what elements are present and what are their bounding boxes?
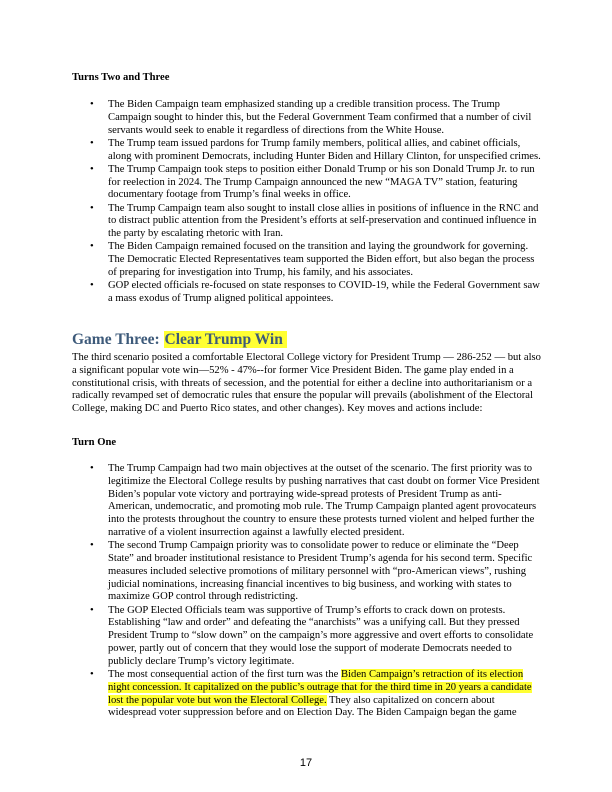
bullet-icon: •: [90, 668, 94, 680]
list-item: • The Trump Campaign took steps to position either Donald Trump or his son Donald Trump Jr. to run for reelection in 2024. The Trump Campaign announced the new “MAGA TV” station, featuring documentary footage from Trump’s final weeks in office.: [90, 163, 535, 201]
page-number: 17: [299, 757, 313, 769]
bullet-icon: •: [90, 241, 94, 253]
list-item: • The Trump team issued pardons for Trump family members, political allies, and cabinet officials, along with prominent Democrats, including Hunter Biden and Hillary Clinton, for unspecified crimes.: [90, 137, 541, 162]
list-item: • GOP elected officials re-focused on state responses to COVID-19, while the Federal Government saw a mass exodus of Trump aligned political appointees.: [90, 280, 540, 304]
highlighted-text: Biden Campaign’s retraction of its election night concession. It capitalized on the public’s outrage that for the third time in 20 years a candidate lost the popular vote but won the Electoral College.: [108, 668, 532, 706]
bullet-list-turns-two-three: [72, 99, 542, 306]
bullet-icon: •: [90, 540, 94, 552]
list-item: • The GOP Elected Officials team was supportive of Trump’s efforts to crack down on protests. Establishing “law and order” and defeating the “anarchists” was a unifying call. But they pressed President Trump to “slow down” on the campaign’s more aggressive and overt efforts to consolidate power, partly out of concern that they would lose the support of moderate Democrats needed to publicly declare Trump’s victory legitimate.: [90, 604, 534, 667]
section-heading-turns-two-three: Turns Two and Three: [72, 72, 170, 83]
bullet-list-turn-one: [72, 463, 542, 721]
list-item: • The Trump Campaign had two main objectives at the outset of the scenario. The first priority was to legitimize the Electoral College results by pushing narratives that cast doubt on former Vice President Biden’s popular vote victory and portraying wide-spread protests of President Trump as anti-American, undemocratic, and promoting mob rule. The Trump Campaign planted agent provocateurs into the protests throughout the country to ensure these protests turned violent and helped further the narrative of a violent insurrection against a lawfully elected president.: [90, 463, 540, 538]
heading-prefix: Game Three:: [72, 331, 160, 348]
list-item: • The Biden Campaign remained focused on the transition and laying the groundwork for governing. The Democratic Elected Representatives team supported the Biden effort, but also began the process of preparing for investigation into Trump, his family, and his associates.: [90, 241, 535, 278]
list-item: • The most consequential action of the first turn was the Biden Campaign’s retraction of its election night concession. It capitalized on the public’s outrage that for the third time in 20 years a candidate lost the popular vote but won the Electoral College. They also capitalized on concern about widespread voter suppression before and on Election Day. The Biden Campaign began the game: [90, 668, 532, 719]
bullet-icon: •: [90, 99, 94, 110]
game-three-intro: The third scenario posited a comfortable Electoral College victory for President Trump — 286-252 — but also a significant popular vote win—52% - 47%--for former Vice President Biden. The game play ended in a constitutional crisis, with threats of secession, and the potential for either a decline into authoritarianism or a radically revamped set of democratic rules that ensure the popular will prevails (abolishment of the Electoral College, making DC and Puerto Rico states, and other changes). Key moves and actions include:: [72, 352, 541, 415]
bullet-icon: •: [90, 137, 94, 149]
list-item: • The Biden Campaign team emphasized standing up a credible transition process. The Trump Campaign sought to hinder this, but the Federal Government Team confirmed that a number of civil servants would seek to enable it regardless of directions from the White House.: [90, 99, 532, 136]
list-item: • The second Trump Campaign priority was to consolidate power to reduce or eliminate the “Deep State” and broader institutional resistance to President Trump’s agenda for his second term. Specific measures included selective promotions of military personnel with “pro-American views”, rushing judicial nominations, increasing financial incentives to big business, and working with states to maximize GOP control through redistricting.: [90, 540, 533, 603]
bullet-icon: •: [90, 463, 94, 474]
section-heading-game-three: [72, 331, 287, 349]
heading-highlight: Clear Trump Win: [164, 331, 287, 348]
bullet-icon: •: [90, 604, 94, 616]
bullet-icon: •: [90, 202, 94, 214]
bullet-icon: •: [90, 163, 94, 175]
list-item: • The Trump Campaign team also sought to install close allies in positions of influence in the RNC and to distract public attention from the President’s efforts at self-preservation and continued influence in the party by escalating rhetoric with Iran.: [90, 202, 539, 240]
bullet-icon: •: [90, 280, 94, 292]
section-heading-turn-one: Turn One: [72, 437, 117, 448]
